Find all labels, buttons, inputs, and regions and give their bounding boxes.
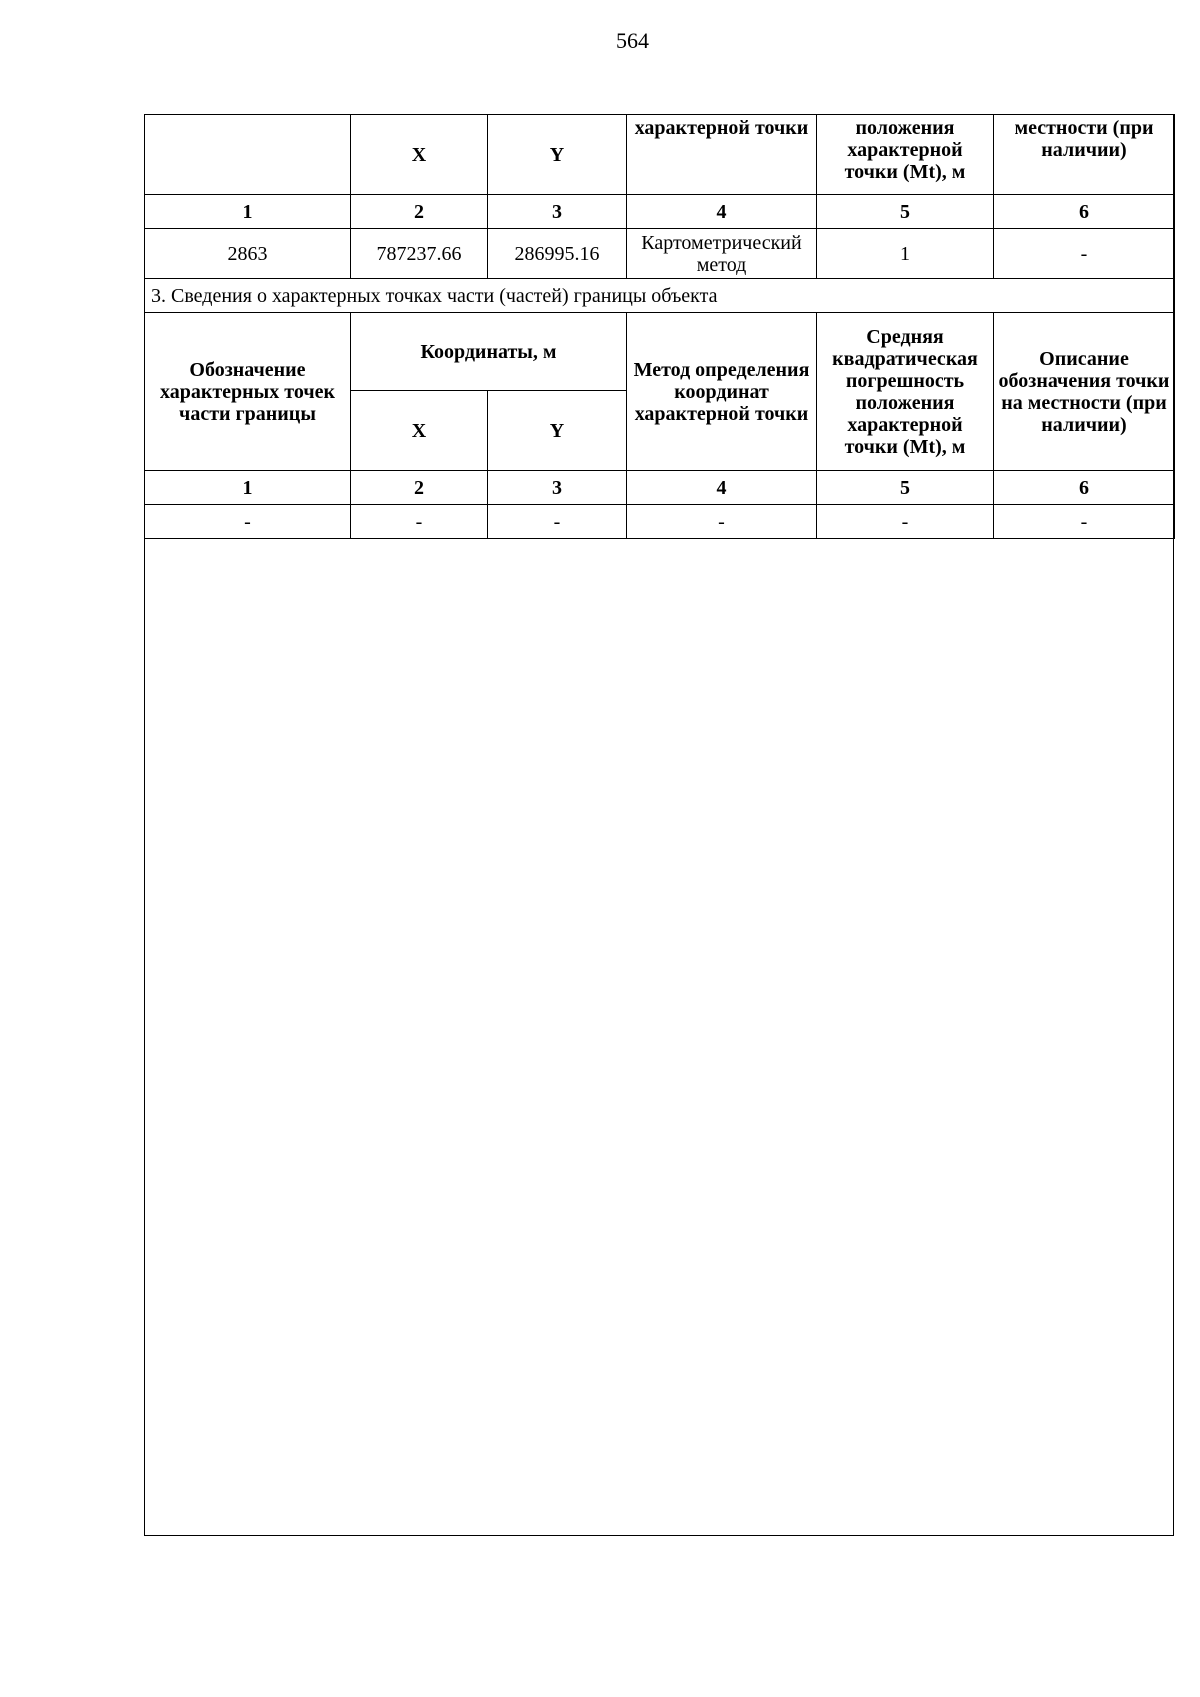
col-number: 1 bbox=[145, 471, 351, 505]
point-designation: - bbox=[145, 505, 351, 539]
table2-column-numbers bbox=[145, 471, 1175, 505]
table1-header-cell-y: Y bbox=[488, 115, 627, 195]
table1-header-row bbox=[145, 115, 1175, 195]
col-number: 5 bbox=[817, 195, 994, 229]
coordinate-y: 286995.16 bbox=[488, 229, 627, 279]
table1-header-cell-description: местности (при наличии) bbox=[994, 115, 1175, 195]
table1-header-cell-1 bbox=[145, 115, 351, 195]
point-designation: 2863 bbox=[145, 229, 351, 279]
method: Картометрический метод bbox=[627, 229, 817, 279]
table-row bbox=[145, 505, 1175, 539]
table2-header-row-1 bbox=[145, 313, 1175, 391]
mean-error: - bbox=[817, 505, 994, 539]
table2-header-description: Описание обозначения точки на местности (при наличии) bbox=[994, 313, 1175, 471]
table1-header-cell-error: положения характерной точки (Mt), м bbox=[817, 115, 994, 195]
col-number: 2 bbox=[351, 471, 488, 505]
mean-error: 1 bbox=[817, 229, 994, 279]
page-number: 564 bbox=[616, 28, 649, 53]
table1-column-numbers bbox=[145, 195, 1175, 229]
col-number: 6 bbox=[994, 195, 1175, 229]
coordinate-y: - bbox=[488, 505, 627, 539]
description: - bbox=[994, 229, 1175, 279]
col-number: 2 bbox=[351, 195, 488, 229]
table2-header-y: Y bbox=[488, 391, 627, 471]
table2-header-coordinates: Координаты, м bbox=[351, 313, 627, 391]
table2-header-method: Метод определения координат характерной точки bbox=[627, 313, 817, 471]
col-number: 4 bbox=[627, 195, 817, 229]
col-number: 1 bbox=[145, 195, 351, 229]
table2-header-error: Средняя квадратическая погрешность положения характерной точки (Mt), м bbox=[817, 313, 994, 471]
col-number: 6 bbox=[994, 471, 1175, 505]
coordinate-x: - bbox=[351, 505, 488, 539]
method: - bbox=[627, 505, 817, 539]
description: - bbox=[994, 505, 1175, 539]
section-3-row bbox=[145, 279, 1175, 313]
col-number: 3 bbox=[488, 471, 627, 505]
table1-header-cell-method: характерной точки bbox=[627, 115, 817, 195]
table1-header-cell-x: X bbox=[351, 115, 488, 195]
section-3-title: 3. Сведения о характерных точках части (частей) границы объекта bbox=[145, 279, 1175, 313]
table2-header-x: X bbox=[351, 391, 488, 471]
col-number: 3 bbox=[488, 195, 627, 229]
boundary-points-table bbox=[144, 114, 1175, 539]
col-number: 4 bbox=[627, 471, 817, 505]
table-row bbox=[145, 229, 1175, 279]
coordinate-x: 787237.66 bbox=[351, 229, 488, 279]
col-number: 5 bbox=[817, 471, 994, 505]
table2-header-designation: Обозначение характерных точек части границы bbox=[145, 313, 351, 471]
